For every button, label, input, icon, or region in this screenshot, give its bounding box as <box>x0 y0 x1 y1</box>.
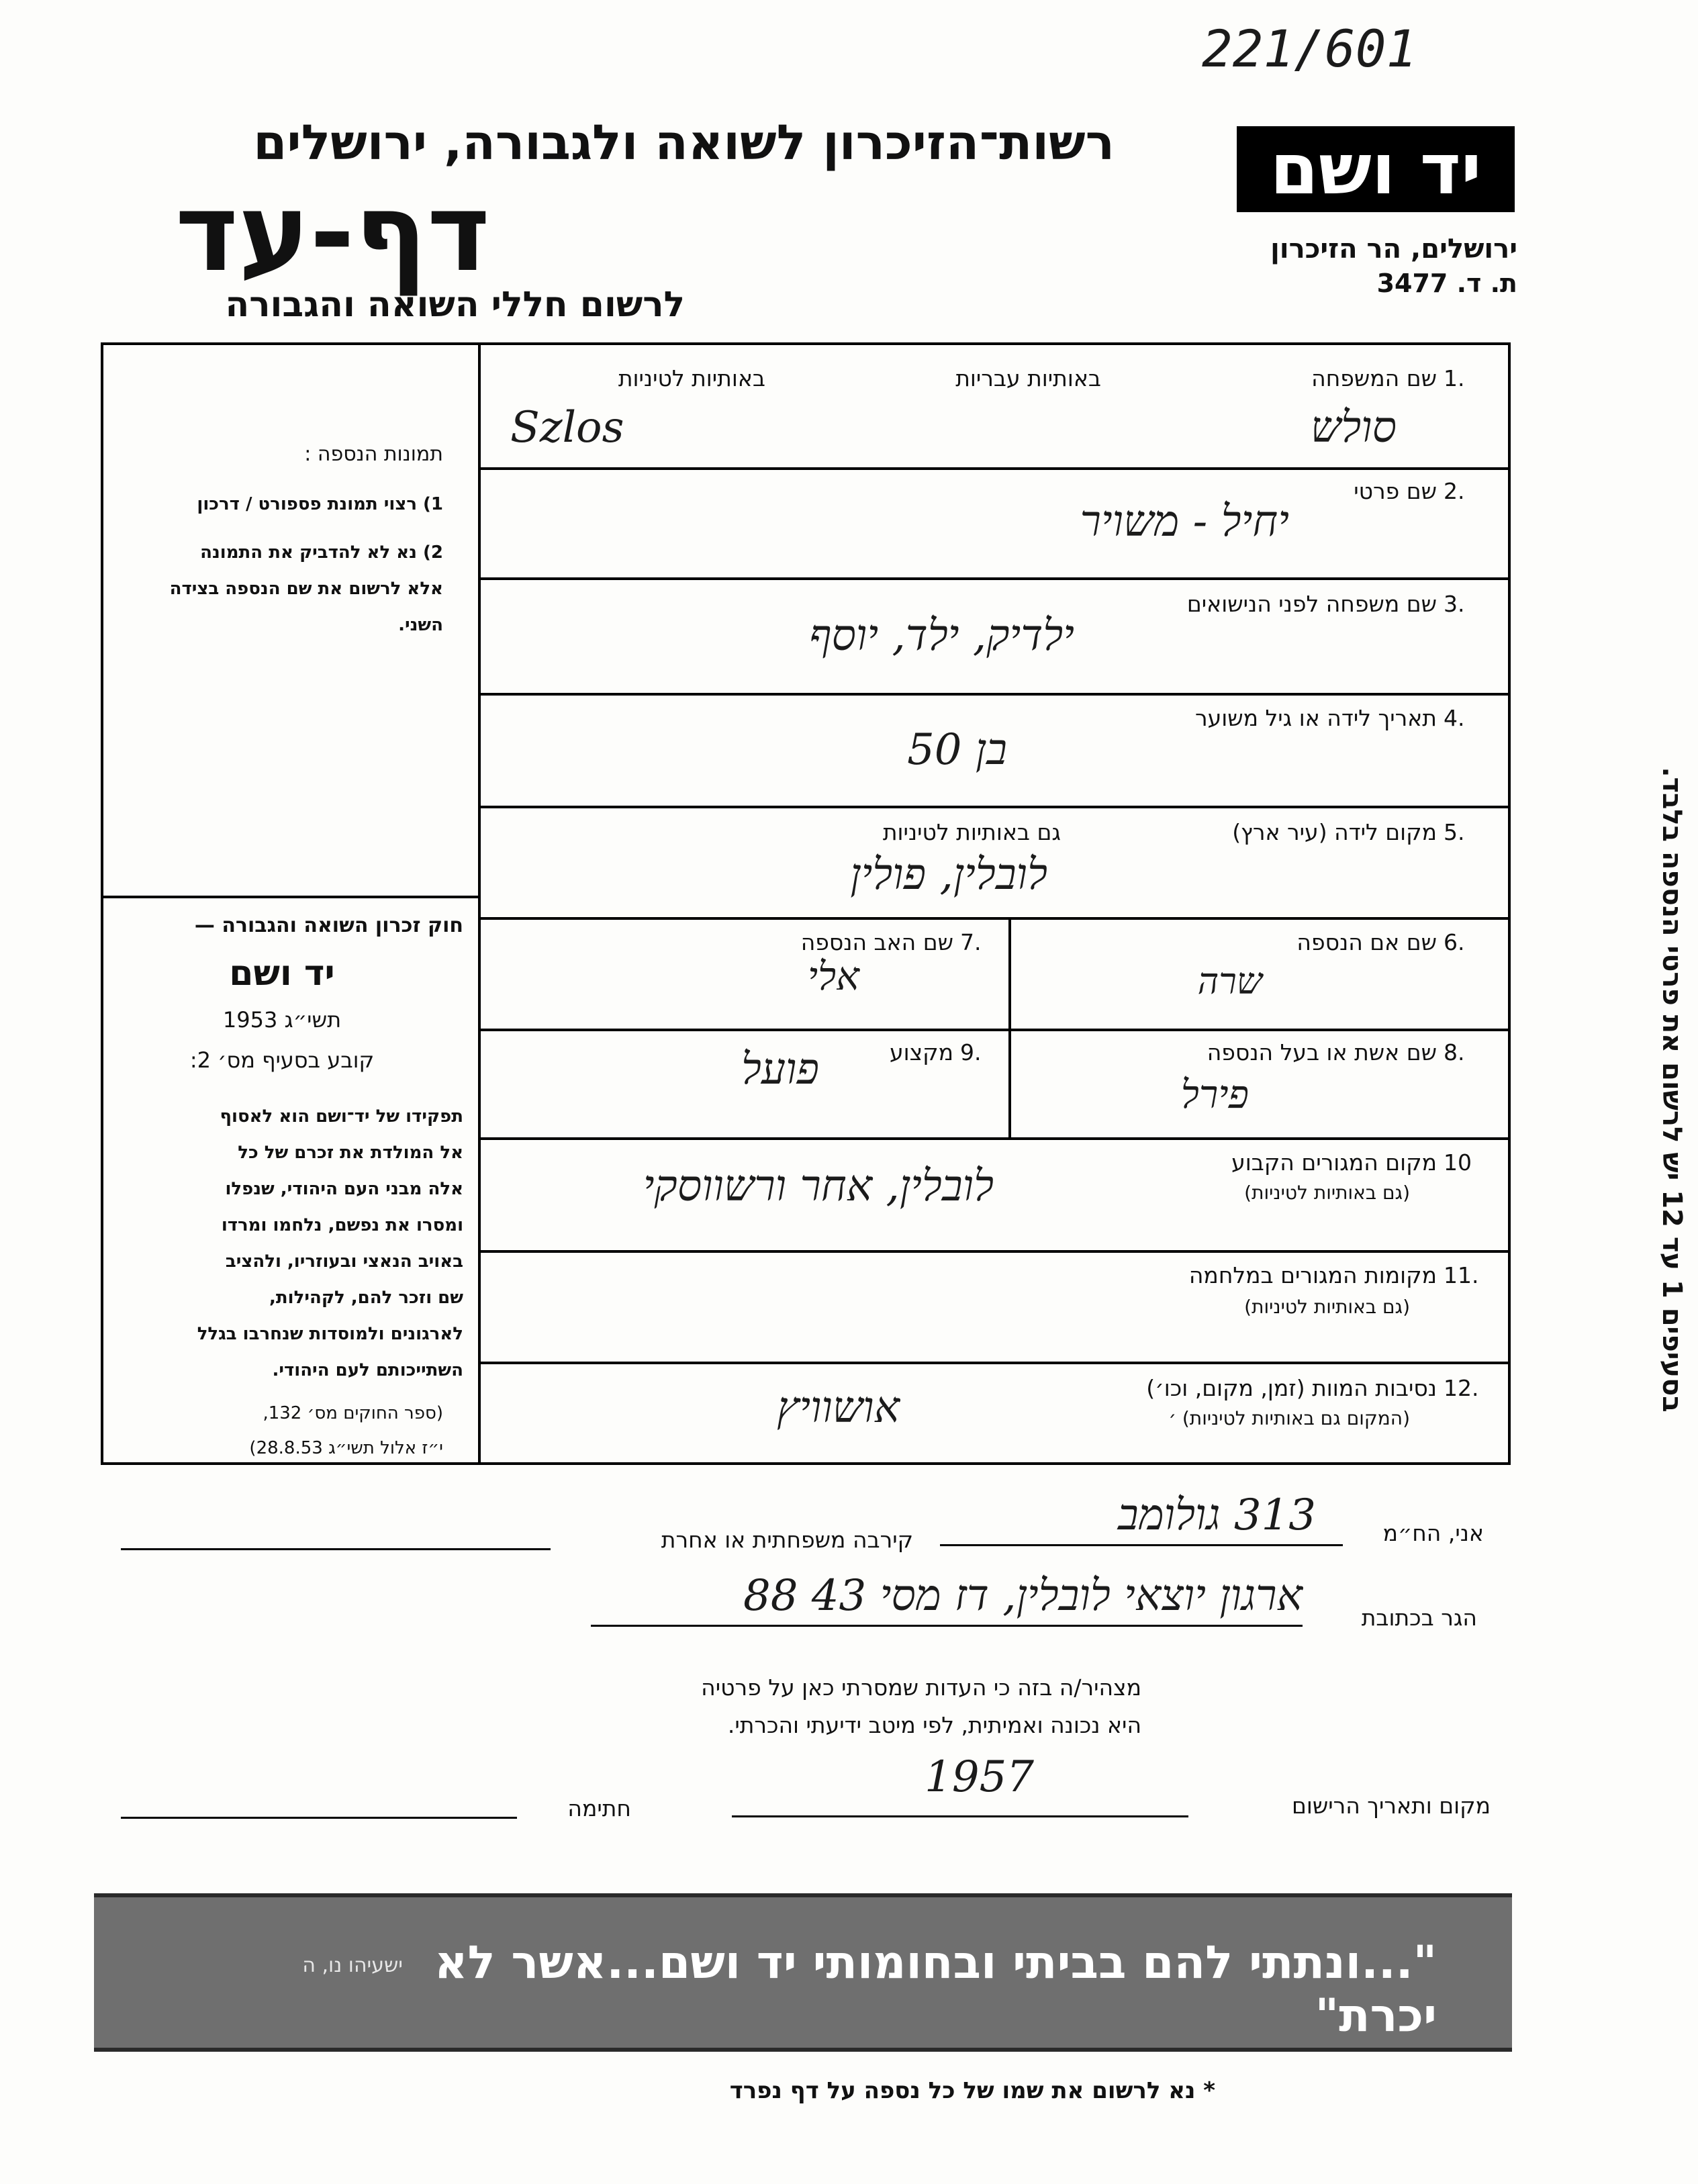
law-text-line: באויב הנאצי ובעוזריו, ולהציב <box>225 1251 463 1272</box>
banner-quote: "...ונתתי להם בביתי ובחומותי יד ושם...אשר לא יכרת" <box>434 1936 1437 2042</box>
field-11-number: 11. <box>1444 1262 1479 1288</box>
field-2-value[interactable]: יחיל - משויר <box>1080 497 1289 547</box>
field-3-label: שם משפחה לפני הנישואים <box>1186 591 1437 617</box>
field-10-label: מקום המגורים הקבוע <box>1231 1149 1437 1176</box>
law-text-line: לארגונים ולמוסדות שנחרבו בגלל <box>197 1324 463 1344</box>
yad-vashem-logo: יד ושם <box>1237 126 1515 212</box>
field-5-number: 5. <box>1444 819 1465 845</box>
address-line <box>591 1625 1303 1627</box>
row-divider <box>478 577 1511 580</box>
law-text-line: ומסרו את נפשם, נלחמו ומרדו <box>221 1215 463 1235</box>
field-8-value[interactable]: פירל <box>1180 1072 1249 1117</box>
field-4-number: 4. <box>1444 705 1465 731</box>
field-9-label: מקצוע <box>889 1039 953 1065</box>
place-date-label: מקום ותאריך הרישום <box>1291 1793 1491 1819</box>
field-1-label: שם המשפחה <box>1311 365 1437 391</box>
footnote: * נא לרשום את שמו של כל נספה על דף נפרד <box>729 2077 1215 2104</box>
column-divider <box>1008 917 1011 1137</box>
law-source-2: י״ז אלול תשי״ג 28.8.53) <box>249 1438 443 1458</box>
field-4-value[interactable]: בן 50 <box>907 725 1007 775</box>
row-divider <box>478 1137 1511 1140</box>
address-value[interactable]: ארגון יוצאי לובלין, דז מסי 43 88 <box>743 1571 1303 1621</box>
law-text-line: השתייכותם לעם היהודי. <box>272 1360 463 1380</box>
photo-heading: תמונות הנספה : <box>304 442 443 466</box>
page-title: דף-עד <box>175 170 490 295</box>
field-7-value[interactable]: אלי <box>807 953 859 999</box>
statement-line-1: מצהיר/ה בזה כי העדות שמסרתי כאן על פרטיה <box>701 1674 1141 1701</box>
law-source-1: (ספר החוקים מס׳ 132, <box>263 1403 443 1423</box>
field-7-label: שם האב הנספה <box>800 929 953 955</box>
law-name: יד ושם <box>229 953 335 994</box>
field-6-number: 6. <box>1444 929 1465 955</box>
relation-line[interactable] <box>121 1548 551 1550</box>
field-1-hebrew-value[interactable]: סולש <box>1310 403 1397 453</box>
declarant-line <box>940 1544 1343 1546</box>
photo-note-1: 1) רצוי תמונת פספורט / דרכון <box>197 494 443 514</box>
field-11-label: מקומות המגורים במלחמה <box>1188 1262 1437 1288</box>
field-6-value[interactable]: שרה <box>1197 960 1262 1002</box>
law-text-line: תפקידו של יד־ושם הוא לאסוף <box>220 1106 463 1127</box>
row-divider <box>478 1029 1511 1031</box>
logo-address-line1: ירושלים, הר הזיכרון <box>1270 234 1517 265</box>
place-date-value[interactable]: 1957 <box>925 1752 1034 1802</box>
field-3-value[interactable]: ילדיק, ילד, יוסף <box>809 611 1074 661</box>
field-9-number: 9. <box>960 1039 982 1065</box>
field-10-number: 10 <box>1444 1149 1472 1176</box>
photo-note-2-line1: 2) נא לא להדביק את התמונה <box>200 542 443 563</box>
side-note: בסעיפים 1 עד 12 יש לרשום את פרטי הנספה בלבד. <box>1656 767 1687 1413</box>
photo-note-2-line3: השני. <box>398 615 443 635</box>
banner-source: ישעיהו נו, ה <box>302 1954 403 1977</box>
field-4-label: תאריך לידה או גיל משוער <box>1194 705 1437 731</box>
field-5-value[interactable]: לובלין, פולין <box>850 850 1047 900</box>
law-title: חוק זכרון השואה והגבורה — <box>194 914 463 937</box>
photo-note-2-line2: אלא לרשום את שם הנספה בצידה <box>169 579 443 599</box>
row-divider <box>478 1250 1511 1253</box>
field-11-sub: (גם באותיות לטיניות) <box>1244 1296 1410 1318</box>
field-8-label: שם אשת או בעל הנספה <box>1207 1039 1437 1065</box>
field-3-number: 3. <box>1444 591 1465 617</box>
declarant-label: אני, הח״מ <box>1382 1520 1484 1546</box>
logo-address-line2: ת. ד. 3477 <box>1376 269 1517 298</box>
field-12-value[interactable]: אושוויץ <box>777 1383 900 1433</box>
row-divider <box>478 1362 1511 1364</box>
address-label: הגר בכתובת <box>1361 1605 1477 1631</box>
field-1-latin-label: באותיות לטיניות <box>618 365 765 391</box>
sidebar-divider <box>478 342 481 1465</box>
row-divider <box>478 693 1511 696</box>
signature-line[interactable] <box>121 1817 517 1819</box>
field-6-label: שם אם הנספה <box>1296 929 1437 955</box>
field-8-number: 8. <box>1444 1039 1465 1065</box>
field-1-number: 1. <box>1444 365 1465 391</box>
page-subtitle: לרשום חללי השואה והגבורה <box>225 285 685 325</box>
field-9-value[interactable]: פועל <box>741 1045 819 1094</box>
law-clause: קובע בסעיף מס׳ 2: <box>189 1047 375 1073</box>
law-year: תשי״ג 1953 <box>222 1007 342 1033</box>
row-divider <box>478 806 1511 808</box>
law-text-line: שם וזכר להם, לקהילות, <box>269 1288 463 1308</box>
field-10-value[interactable]: לובלין, אחר ורשווסקי <box>643 1161 994 1211</box>
field-12-sub: (המקום גם באותיות לטיניות) ׳ <box>1168 1407 1410 1429</box>
field-1-hebrew-label: באותיות עבריות <box>955 365 1101 391</box>
authority-title: רשות־הזיכרון לשואה ולגבורה, ירושלים <box>253 114 1115 171</box>
field-5-latin-label: גם באותיות לטיניות <box>882 819 1061 845</box>
field-12-label: נסיבות המוות (זמן, מקום, וכו׳) <box>1146 1375 1437 1401</box>
field-12-number: 12. <box>1444 1375 1479 1401</box>
declarant-value[interactable]: 313 גולומב <box>1117 1490 1316 1540</box>
signature-label: חתימה <box>567 1795 631 1821</box>
relation-label: קירבה משפחתית או אחרת <box>661 1527 913 1553</box>
row-divider <box>478 917 1511 920</box>
statement-line-2: היא נכונה ואמיתית, לפי מיטב ידיעתי והכרתי. <box>727 1712 1141 1738</box>
sidebar-section-divider <box>101 896 478 898</box>
field-1-latin-value[interactable]: Szlos <box>510 403 624 453</box>
field-5-label: מקום לידה (עיר ארץ) <box>1232 819 1437 845</box>
field-2-number: 2. <box>1444 478 1465 504</box>
law-text-line: אלה מבני העם היהודי, שנפלו <box>225 1179 463 1199</box>
field-10-sub: (גם באותיות לטיניות) <box>1244 1182 1410 1204</box>
field-7-number: 7. <box>960 929 982 955</box>
field-2-label: שם פרטי <box>1354 478 1437 504</box>
document-number: 221/601 <box>1202 19 1417 79</box>
place-date-line <box>732 1815 1188 1817</box>
law-text-line: אל המולדת את זכרם של כל <box>238 1143 463 1163</box>
row-divider <box>478 467 1511 470</box>
